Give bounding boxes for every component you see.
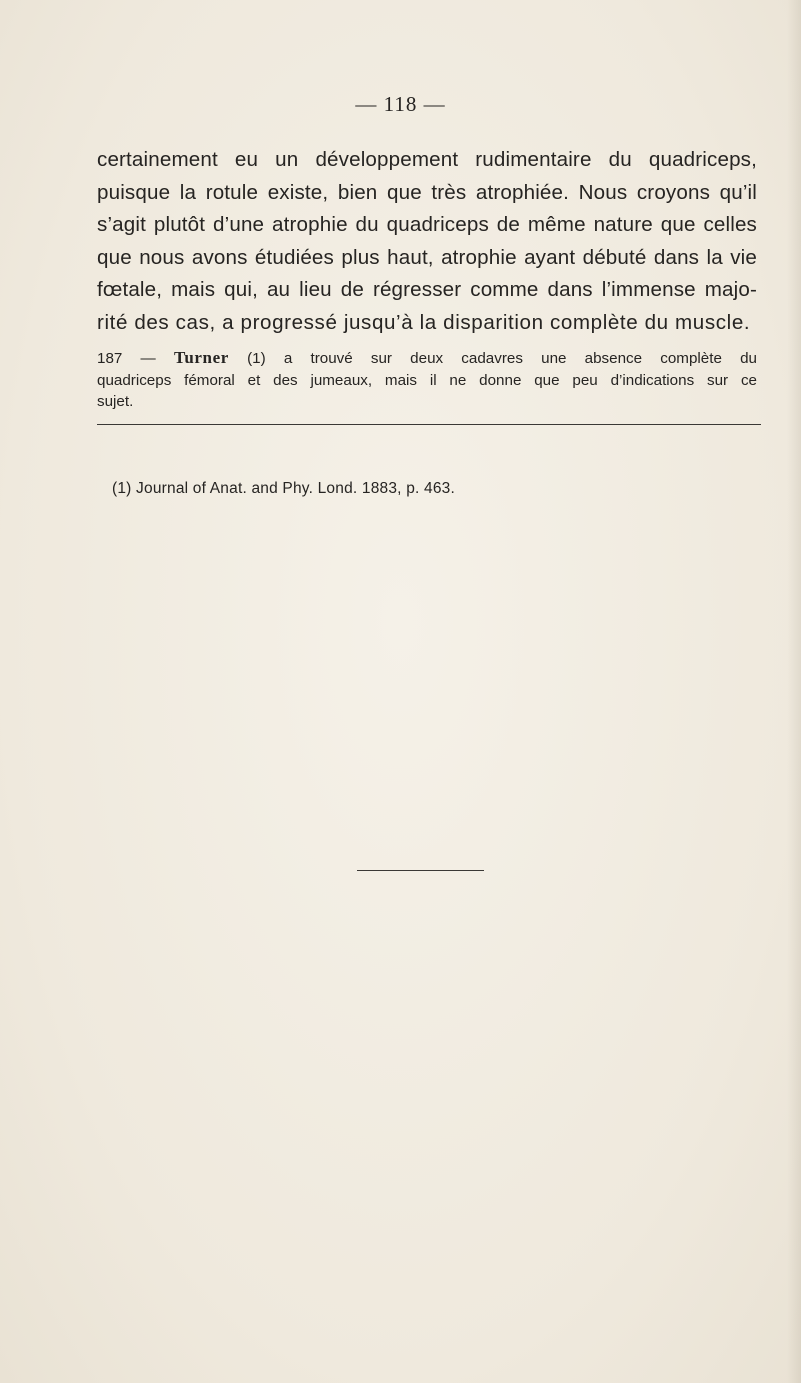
page-edge-shadow [787, 0, 801, 1383]
paragraph-line: s’agit plutôt d’une atrophie du quadriceps de même nature que celles [97, 213, 757, 236]
entry-line [97, 347, 757, 370]
paragraph-line: puisque la rotule existe, bien que très atrophiée. Nous croyons qu’il [97, 180, 757, 204]
paragraph-line: rité des cas, a progressé jusqu’à la disparition complète du muscle. [97, 310, 751, 334]
entry-line: quadriceps fémoral et des jumeaux, mais il ne donne que peu d’indications sur ce [97, 371, 757, 389]
section-end-rule [357, 870, 484, 871]
case-entry [97, 347, 757, 413]
entry-line: sujet. [97, 393, 134, 410]
entry-line-1-text: (1) a trouvé sur deux cadavres une absence complète du [247, 350, 757, 367]
page-number: — 118 — [355, 92, 446, 116]
footnote: (1) Journal of Anat. and Phy. Lond. 1883, p. 463. [112, 480, 455, 497]
paragraph-line: fœtale, mais qui, au lieu de régresser comme dans l’immense majo- [97, 278, 757, 301]
paragraph-line: certainement eu un développement rudimentaire du quadriceps, [97, 148, 757, 171]
main-paragraph [97, 144, 757, 339]
entry-author: Turner [173, 348, 229, 367]
paragraph-line: que nous avons étudiées plus haut, atrophie ayant débuté dans la vie [97, 245, 757, 269]
entry-number: 187 — [97, 350, 156, 367]
footnote-divider [97, 424, 761, 425]
